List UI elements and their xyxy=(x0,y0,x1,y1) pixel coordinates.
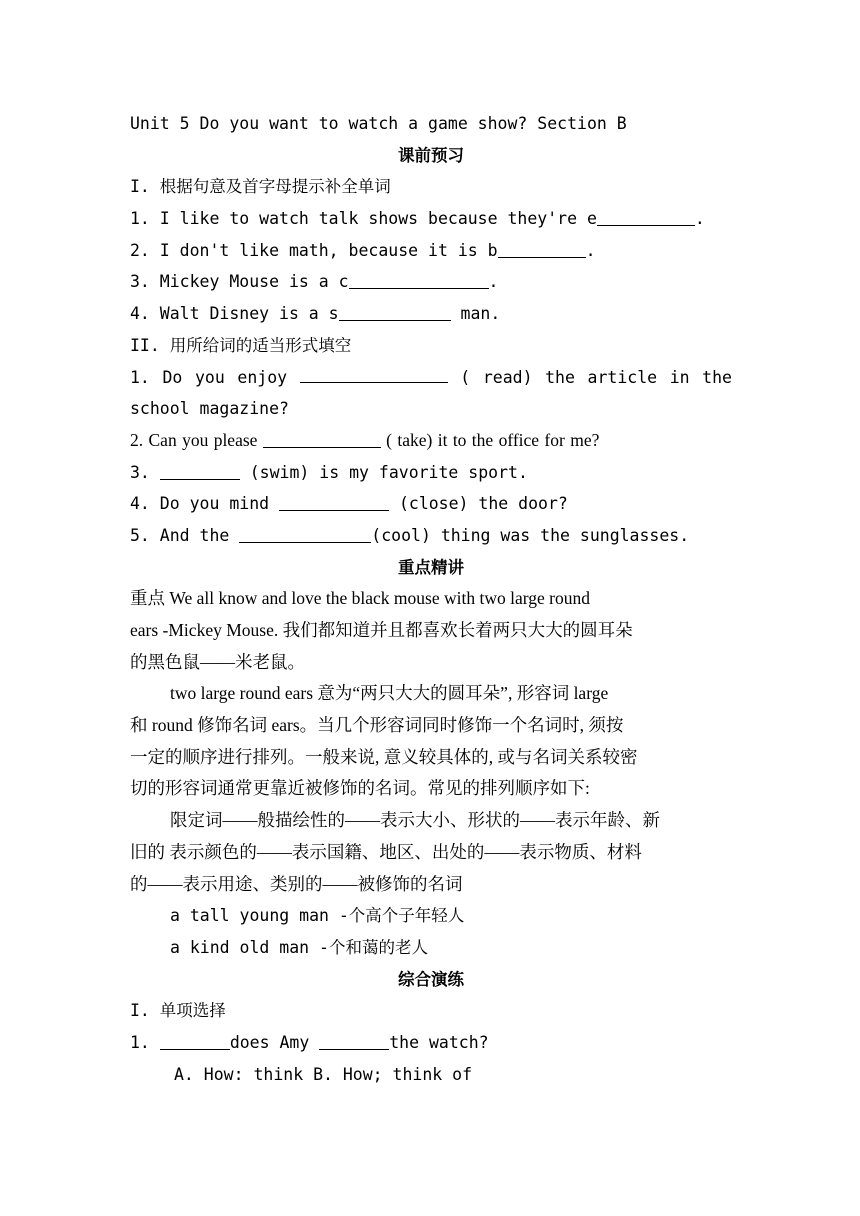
focus-paragraph-line: 的——表示用途、类别的——被修饰的名词 xyxy=(130,873,463,894)
item-text: 1. I like to watch talk shows because they're e xyxy=(130,209,597,229)
part2-item-2 xyxy=(130,425,732,457)
practice-question-1 xyxy=(130,1027,732,1059)
focus-paragraph-line: ears -Mickey Mouse. 我们都知道并且都喜欢长着两只大大的圆耳朵 xyxy=(130,620,633,640)
part1-item-1 xyxy=(130,203,732,235)
answer-blank[interactable] xyxy=(160,1029,230,1050)
focus-paragraph-line: 旧的 表示颜色的——表示国籍、地区、出处的——表示物质、材料 xyxy=(130,841,642,862)
answer-blank[interactable] xyxy=(349,268,489,289)
word: article xyxy=(587,367,658,387)
practice-heading: 综合演练 xyxy=(398,969,464,989)
item-text: 2. I don't like math, because it is b xyxy=(130,240,498,260)
item-text-end: . xyxy=(694,209,705,229)
item-text-end: ( take) it to the office for me? xyxy=(380,429,600,450)
part1-item-4 xyxy=(130,298,732,330)
example-line: a tall young man -个高个子年轻人 xyxy=(170,906,465,926)
part2-heading: II. 用所给词的适当形式填空 xyxy=(130,335,352,355)
answer-blank[interactable] xyxy=(498,237,586,258)
document-page xyxy=(130,108,732,1090)
answer-blank[interactable] xyxy=(279,490,389,511)
answer-blank[interactable] xyxy=(319,1029,389,1050)
item-text-end: (cool) thing was the sunglasses. xyxy=(371,525,690,545)
practice-question-1-options: A. How: think B. How; think of xyxy=(174,1064,473,1084)
word: in xyxy=(669,367,690,387)
item-text-end: man. xyxy=(450,304,501,324)
word: the xyxy=(702,367,732,387)
part2-item-3 xyxy=(130,457,732,489)
part2-item-1 xyxy=(130,362,732,394)
item-text: 1. xyxy=(130,1032,160,1052)
word: enjoy xyxy=(237,367,288,387)
item-text: 4. Do you mind xyxy=(130,494,280,514)
document-title: Unit 5 Do you want to watch a game show? Section B xyxy=(130,114,627,133)
focus-paragraph-line: 切的形容词通常更靠近被修饰的名词。常见的排列顺序如下: xyxy=(130,778,590,799)
answer-blank[interactable] xyxy=(300,362,448,383)
focus-paragraph-line: two large round ears 意为“两只大大的圆耳朵”, 形容词 large xyxy=(170,683,609,704)
preview-heading: 课前预习 xyxy=(398,145,464,165)
part2-item-4 xyxy=(130,488,732,520)
part2-item-1-cont: school magazine? xyxy=(130,399,289,419)
practice-section-title: I. 单项选择 xyxy=(130,1001,226,1021)
item-text: 5. And the xyxy=(130,525,240,545)
item-text: 3. Mickey Mouse is a c xyxy=(130,272,349,292)
focus-paragraph-line: 的黑色鼠——米老鼠。 xyxy=(130,651,305,672)
answer-blank[interactable] xyxy=(160,459,240,480)
item-text-end: . xyxy=(488,272,499,292)
item-text: does Amy xyxy=(229,1032,320,1052)
part1-heading: I. 根据句意及首字母提示补全单词 xyxy=(130,177,391,197)
word: the xyxy=(545,367,575,387)
item-text-end: (close) the door? xyxy=(389,494,568,514)
answer-blank[interactable] xyxy=(239,522,371,543)
word: Do xyxy=(162,367,183,387)
word: ( xyxy=(460,367,471,387)
part2-item-5 xyxy=(130,520,732,552)
focus-paragraph-line: 一定的顺序进行排列。一般来说, 意义较具体的, 或与名词关系较密 xyxy=(130,746,638,767)
word: read) xyxy=(482,367,533,387)
answer-blank[interactable] xyxy=(597,205,695,226)
word: you xyxy=(194,367,225,387)
part1-item-2 xyxy=(130,235,732,267)
item-text: 2. Can you please xyxy=(130,429,263,450)
word: 1. xyxy=(130,367,150,387)
item-text-end: the watch? xyxy=(389,1032,489,1052)
part1-item-3 xyxy=(130,266,732,298)
item-text-end: (swim) is my favorite sport. xyxy=(239,462,528,482)
item-text: 4. Walt Disney is a s xyxy=(130,304,339,324)
focus-paragraph-line: 限定词——般描绘性的——表示大小、形状的——表示年龄、新 xyxy=(170,810,660,831)
item-text-end: . xyxy=(585,240,596,260)
focus-paragraph-line: 和 round 修饰名词 ears。当几个形容词同时修饰一个名词时, 须按 xyxy=(130,715,624,736)
answer-blank[interactable] xyxy=(339,300,451,321)
example-line: a kind old man -个和蔼的老人 xyxy=(170,937,428,957)
item-text: 3. xyxy=(130,462,160,482)
focus-paragraph-line: 重点 We all know and love the black mouse with two large round xyxy=(130,588,590,609)
answer-blank[interactable] xyxy=(263,427,381,448)
focus-heading: 重点精讲 xyxy=(398,557,464,577)
